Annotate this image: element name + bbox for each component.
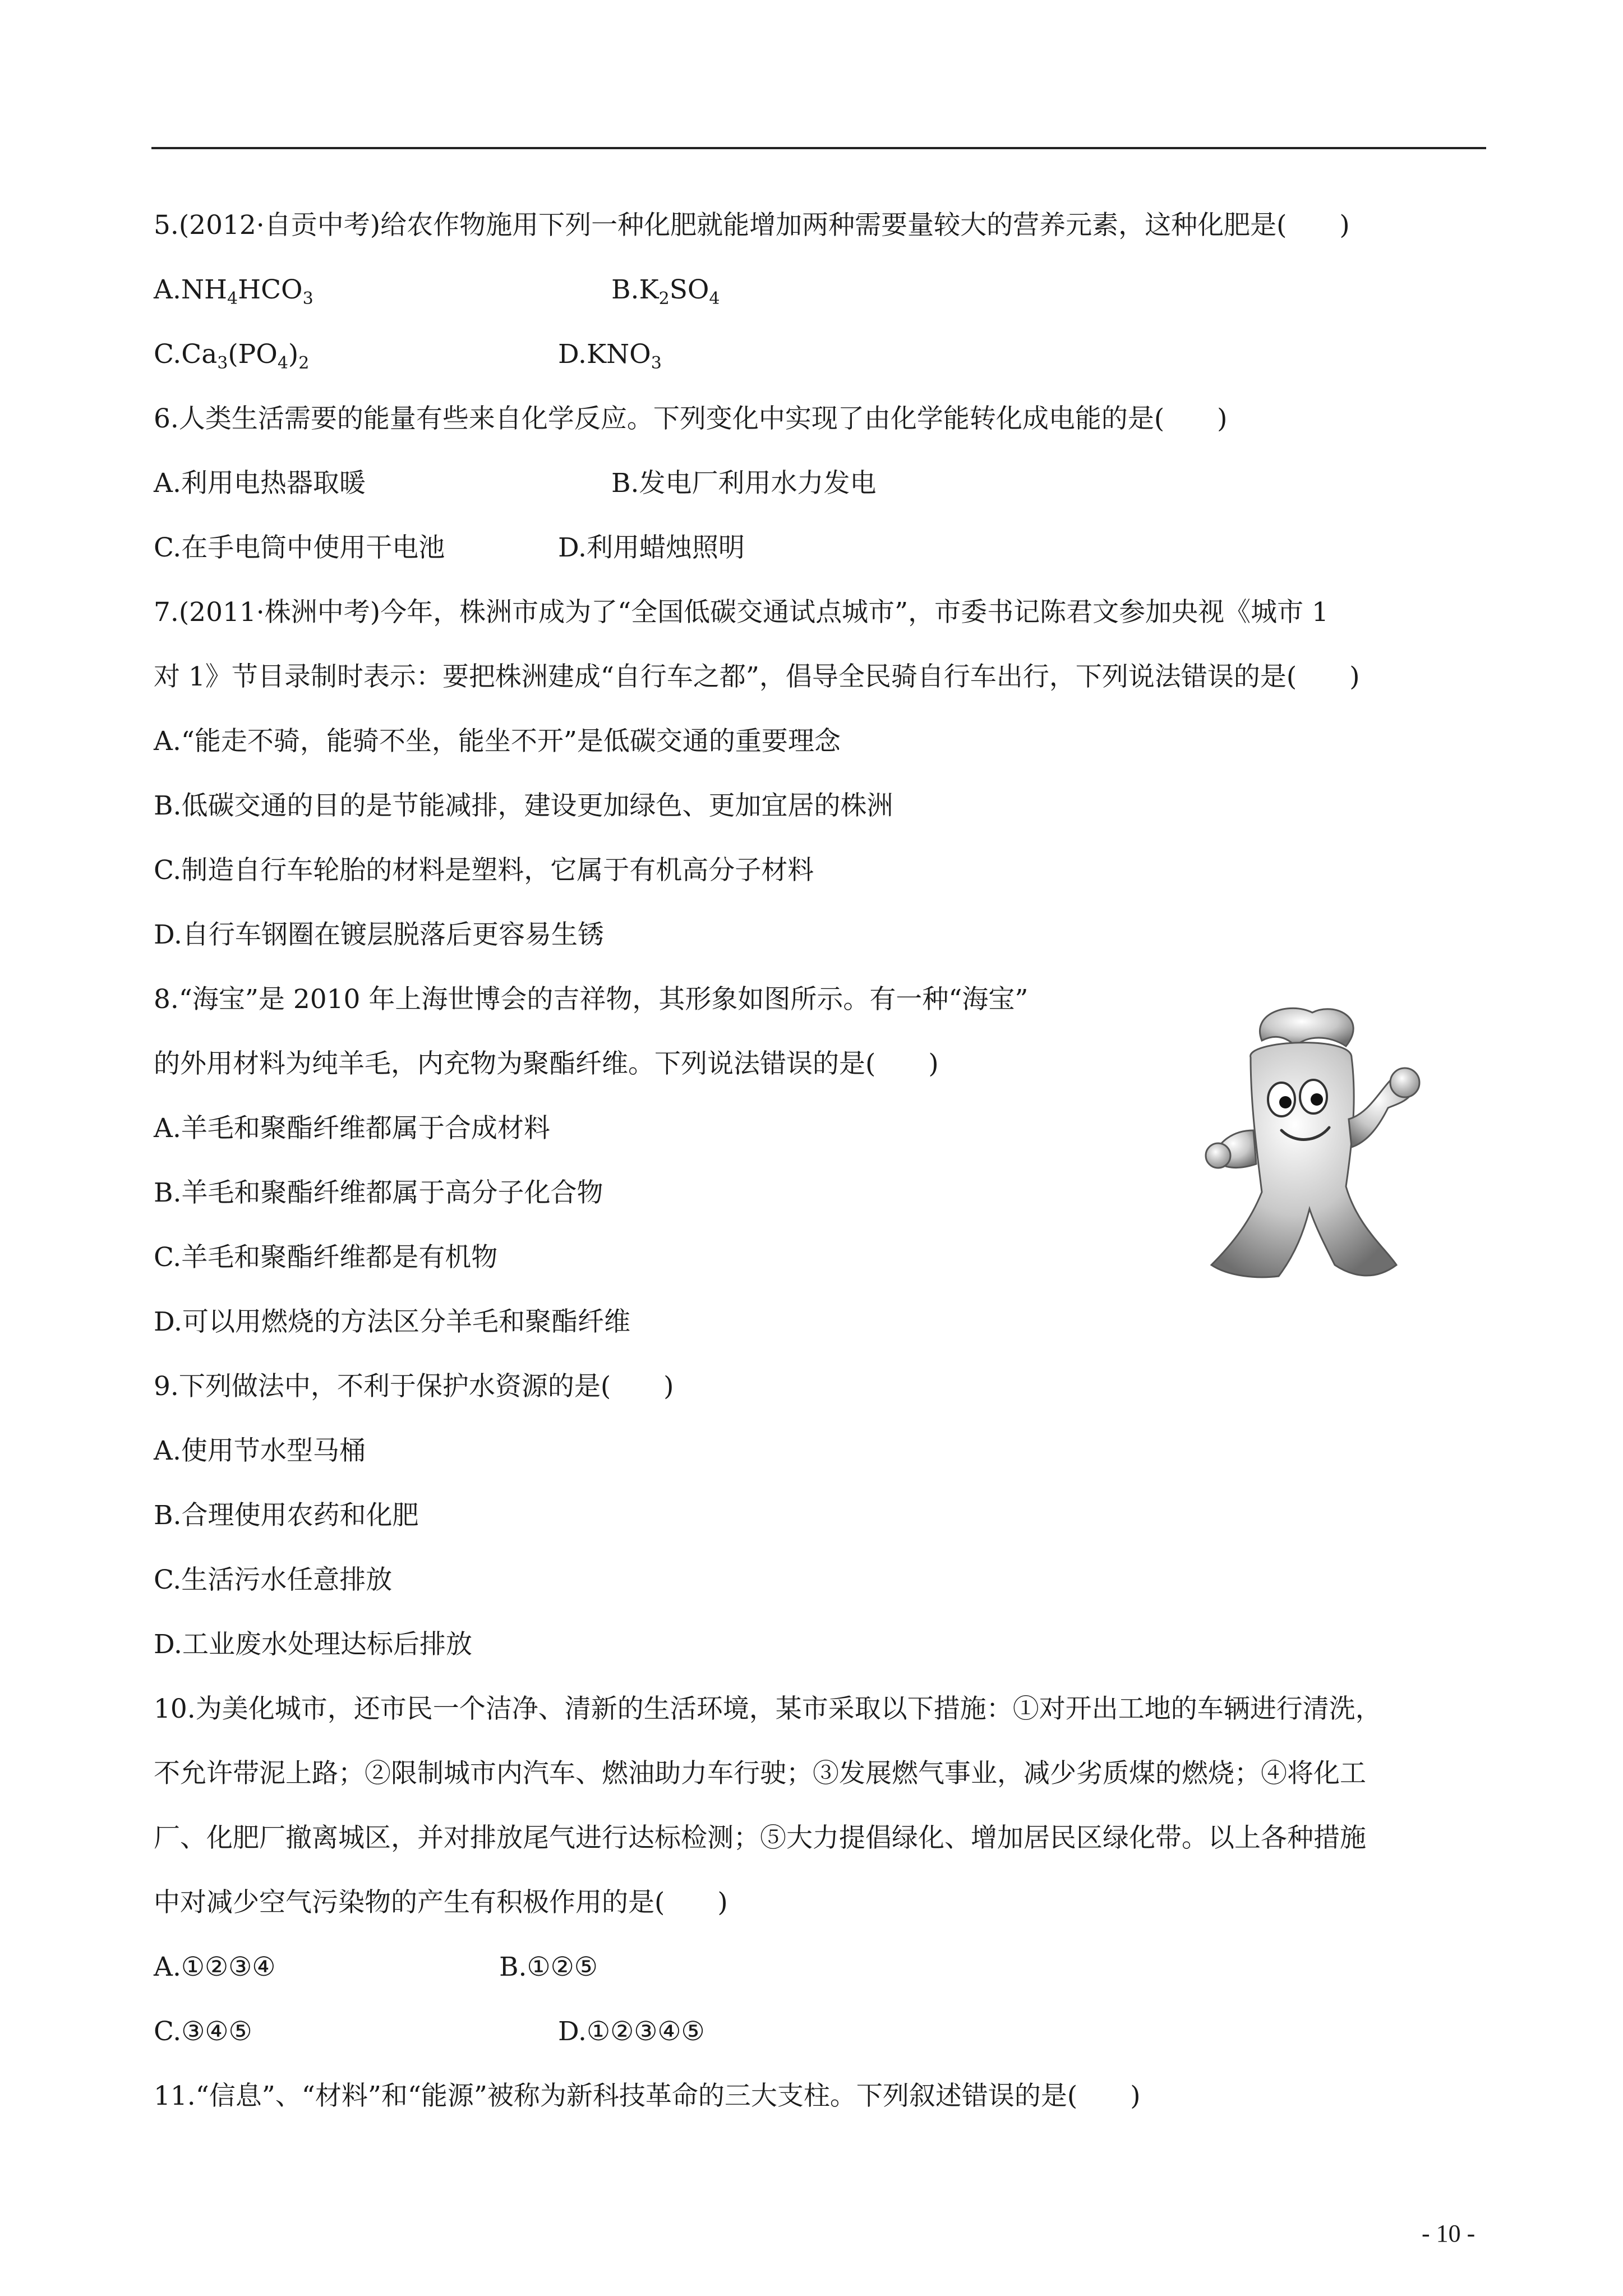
q6-option-c: C.在手电筒中使用干电池: [154, 532, 445, 563]
q8-option-b: B.羊毛和聚酯纤维都属于高分子化合物: [154, 1177, 603, 1208]
q9-stem: 9.下列做法中，不利于保护水资源的是( ): [154, 1371, 674, 1402]
header-rule: [151, 147, 1486, 149]
q10-stem-line2: 不允许带泥上路；②限制城市内汽车、燃油助力车行驶；③发展燃气事业，减少劣质煤的燃烧；④将化工: [154, 1758, 1366, 1789]
q6-option-b: B.发电厂利用水力发电: [611, 468, 877, 499]
q7-stem-line1: 7.(2011·株洲中考)今年，株洲市成为了“全国低碳交通试点城市”，市委书记陈君文参加央视《城市 1: [154, 597, 1329, 628]
q9-option-d: D.工业废水处理达标后排放: [154, 1629, 472, 1660]
q8-stem-line1: 8.“海宝”是 2010 年上海世博会的吉祥物，其形象如图所示。有一种“海宝”: [154, 984, 1029, 1015]
q8-option-a: A.羊毛和聚酯纤维都属于合成材料: [154, 1113, 550, 1144]
haibao-mascot-image: [1166, 1001, 1458, 1293]
q10-option-b: B.①②⑤: [499, 1952, 598, 1982]
q10-stem-line4: 中对减少空气污染物的产生有积极作用的是( ): [154, 1887, 728, 1918]
q7-option-c: C.制造自行车轮胎的材料是塑料，它属于有机高分子材料: [154, 855, 814, 886]
q8-stem-line2: 的外用材料为纯羊毛，内充物为聚酯纤维。下列说法错误的是( ): [154, 1048, 939, 1079]
q8-option-d: D.可以用燃烧的方法区分羊毛和聚酯纤维: [154, 1306, 630, 1337]
q10-option-d: D.①②③④⑤: [558, 2016, 705, 2047]
q7-stem-line2: 对 1》节目录制时表示：要把株洲建成“自行车之都”，倡导全民骑自行车出行，下列说法错误的是( ): [154, 661, 1360, 692]
q9-option-c: C.生活污水任意排放: [154, 1565, 393, 1595]
q10-stem-line3: 厂、化肥厂撤离城区，并对排放尾气进行达标检测；⑤大力提倡绿化、增加居民区绿化带。以上各种措施: [154, 1823, 1366, 1853]
q7-option-a: A.“能走不骑，能骑不坐，能坐不开”是低碳交通的重要理念: [154, 726, 841, 757]
q10-option-a: A.①②③④: [154, 1952, 276, 1982]
q7-option-b: B.低碳交通的目的是节能减排，建设更加绿色、更加宜居的株洲: [154, 790, 893, 821]
q5-option-a: $A.NH_4HCO_3$: [154, 274, 313, 309]
q9-option-b: B.合理使用农药和化肥: [154, 1500, 419, 1531]
q6-stem: 6.人类生活需要的能量有些来自化学反应。下列变化中实现了由化学能转化成电能的是( ): [154, 403, 1228, 434]
q5-stem: 5.(2012·自贡中考)给农作物施用下列一种化肥就能增加两种需要量较大的营养元素，这种化肥是( ): [154, 210, 1350, 241]
q5-option-c: $C.Ca_3(PO_4)_2$: [154, 339, 310, 373]
q11-stem: 11.“信息”、“材料”和“能源”被称为新科技革命的三大支柱。下列叙述错误的是( ): [154, 2081, 1141, 2111]
q10-stem-line1: 10.为美化城市，还市民一个洁净、清新的生活环境，某市采取以下措施：①对开出工地的车辆进行清洗，: [154, 1694, 1382, 1724]
page-number: - 10 -: [1422, 2220, 1476, 2247]
q9-option-a: A.使用节水型马桶: [154, 1435, 366, 1466]
q7-option-d: D.自行车钢圈在镀层脱落后更容易生锈: [154, 919, 604, 950]
q6-option-a: A.利用电热器取暖: [154, 468, 366, 499]
q8-option-c: C.羊毛和聚酯纤维都是有机物: [154, 1242, 498, 1273]
q5-option-d: $D.KNO_3$: [558, 339, 662, 373]
q5-option-b: $B.K_2SO_4$: [611, 274, 720, 309]
q10-option-c: C.③④⑤: [154, 2016, 252, 2047]
q6-option-d: D.利用蜡烛照明: [558, 532, 745, 563]
